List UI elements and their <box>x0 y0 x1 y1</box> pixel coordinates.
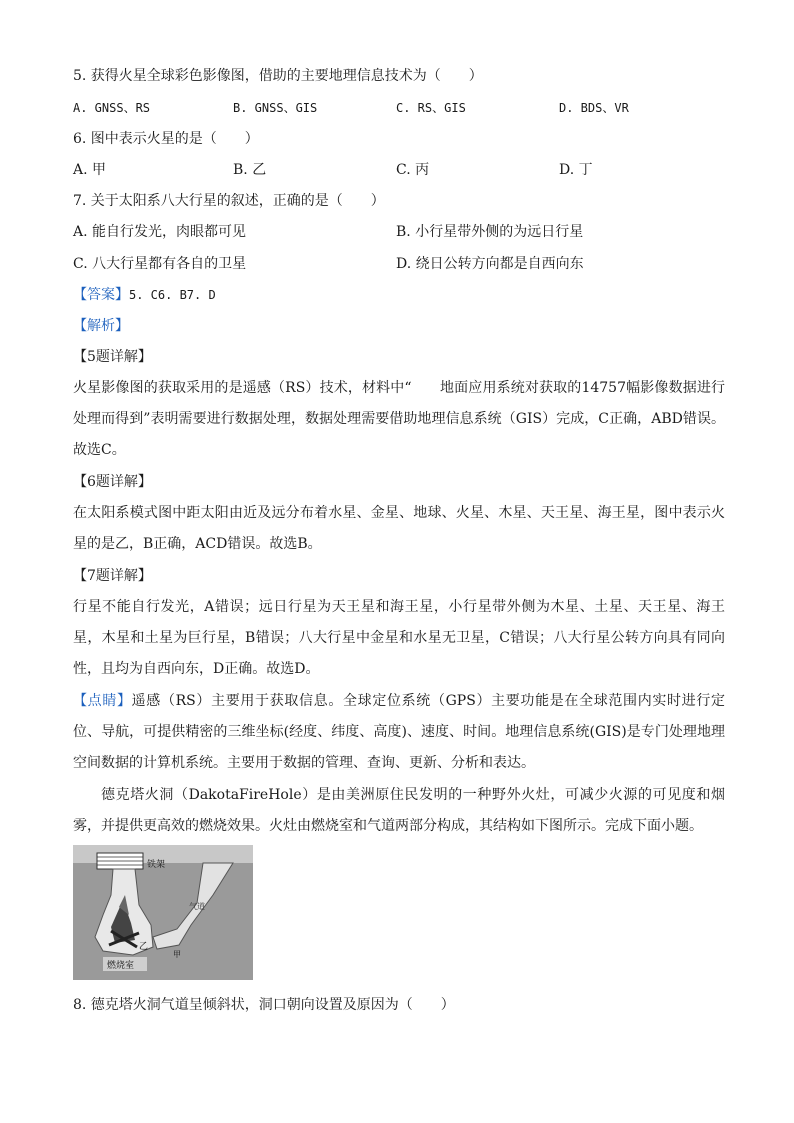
detail-7-body: 行星不能自行发光，A错误；远日行星为天王星和海王星，小行星带外侧为木星、土星、天王星、海王星，木星和土星为巨行星，B错误；八大行星中金星和水星无卫星，C错误；八大行星公转方向具有同向性，且均为自西向东，D正确。故选D。 <box>73 599 725 677</box>
question-5-option-c: C. RS、GIS <box>396 101 466 115</box>
question-7-stem: 7. 关于太阳系八大行星的叙述，正确的是（ ） <box>73 193 385 209</box>
question-6-option-b: B. 乙 <box>233 162 267 178</box>
question-6-option-c: C. 丙 <box>396 162 430 178</box>
question-6-option-d: D. 丁 <box>559 162 593 178</box>
intro-paragraph: 德克塔火洞（DakotaFireHole）是由美洲原住民发明的一种野外火灶，可减少火源的可见度和烟雾，并提供更高效的燃烧效果。火灶由燃烧室和气道两部分构成，其结构如下图所示。完成下面小题。 <box>73 787 725 834</box>
question-6-stem: 6. 图中表示火星的是（ ） <box>73 131 259 147</box>
label-chamber: 燃烧室 <box>107 961 135 971</box>
label-yi: 乙 <box>139 942 149 952</box>
question-7-option-a: A. 能自行发光，肉眼都可见 <box>73 224 247 240</box>
question-5-option-d: D. BDS、VR <box>559 101 629 115</box>
answer-text: 5. C6. B7. D <box>129 288 216 302</box>
detail-6-heading: 【6题详解】 <box>73 474 152 490</box>
label-jia: 甲 <box>173 950 181 959</box>
label-duct: 气道 <box>189 902 205 911</box>
tip-paragraph <box>73 686 725 779</box>
question-5-option-a: A. GNSS、RS <box>73 101 151 115</box>
question-7-option-b: B. 小行星带外侧的为远日行星 <box>396 224 584 240</box>
detail-7-heading: 【7题详解】 <box>73 568 152 584</box>
question-7-option-d: D. 绕日公转方向都是自西向东 <box>396 256 584 272</box>
label-grate: 铁架 <box>147 860 166 870</box>
fire-hole-svg <box>73 845 253 980</box>
question-5-stem: 5. 获得火星全球彩色影像图，借助的主要地理信息技术为（ ） <box>73 68 483 84</box>
question-7-option-c: C. 八大行星都有各自的卫星 <box>73 256 247 272</box>
tip-body: 遥感（RS）主要用于获取信息。全球定位系统（GPS）主要功能是在全球范围内实时进行定位、导航，可提供精密的三维坐标(经度、纬度、高度)、速度、时间。地理信息系统(GIS)是专门处理地理空间数据的计算机系统。主要用于数据的管理、查询、更新、分析和表达。 <box>73 693 726 771</box>
question-5-option-b: B. GNSS、GIS <box>233 101 318 115</box>
answer-line <box>73 285 216 305</box>
answer-label: 【答案】 <box>73 287 129 303</box>
question-8-stem: 8. 德克塔火洞气道呈倾斜状，洞口朝向设置及原因为（ ） <box>73 997 455 1013</box>
detail-6-body: 在太阳系模式图中距太阳由近及远分布着水星、金星、地球、火星、木星、天王星、海王星，图中表示火星的是乙，B正确，ACD错误。故选B。 <box>73 505 725 552</box>
question-6-option-a: A. 甲 <box>73 162 107 178</box>
detail-5-heading: 【5题详解】 <box>73 349 152 365</box>
tip-label: 【点睛】 <box>73 693 132 709</box>
analysis-label: 【解析】 <box>73 318 129 334</box>
detail-5-body: 火星影像图的获取采用的是遥感（RS）技术，材料中“ 地面应用系统对获取的14757幅影像数据进行处理而得到”表明需要进行数据处理，数据处理需要借助地理信息系统（GIS）完成，C正确，ABD错误。故选C。 <box>73 380 725 458</box>
fire-hole-diagram <box>73 845 253 980</box>
